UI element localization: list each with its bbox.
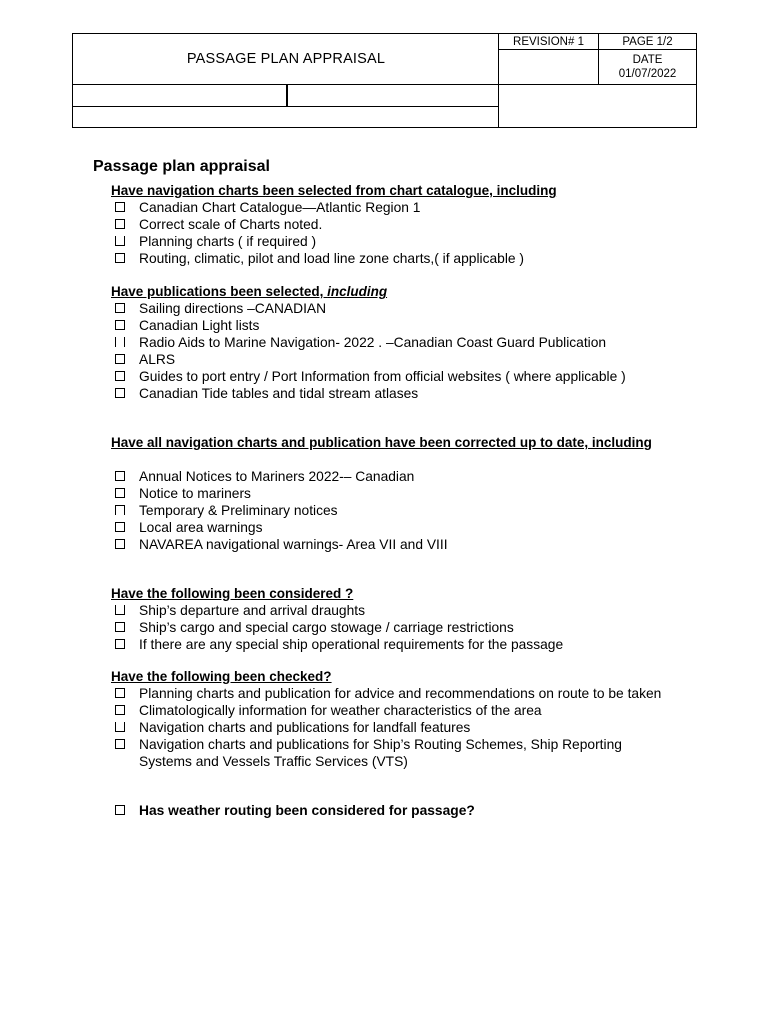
checklist-item: Local area warnings bbox=[111, 519, 676, 536]
checklist-item: Ship’s departure and arrival draughts bbox=[111, 602, 691, 619]
divider bbox=[73, 84, 697, 85]
checkbox[interactable] bbox=[115, 320, 125, 330]
checklist-item: Temporary & Preliminary notices bbox=[111, 502, 676, 519]
section-checked bbox=[111, 668, 671, 770]
date-label: DATE bbox=[632, 54, 663, 66]
checkbox[interactable] bbox=[115, 388, 125, 398]
checkbox[interactable] bbox=[115, 236, 125, 246]
checkbox[interactable] bbox=[115, 202, 125, 212]
checklist-item: Ship’s cargo and special cargo stowage / carriage restrictions bbox=[111, 619, 691, 636]
checkbox[interactable] bbox=[115, 337, 125, 347]
checkbox[interactable] bbox=[115, 253, 125, 263]
checklist-item: If there are any special ship operational requirements for the passage bbox=[111, 636, 691, 653]
section-publications bbox=[111, 283, 691, 402]
checklist-item: Has weather routing been considered for passage? bbox=[111, 802, 691, 819]
checklist-item: Canadian Tide tables and tidal stream atlases bbox=[111, 385, 691, 402]
checklist-item: Sailing directions –CANADIAN bbox=[111, 300, 691, 317]
checkbox[interactable] bbox=[115, 219, 125, 229]
checkbox[interactable] bbox=[115, 488, 125, 498]
section-title: Have navigation charts been selected from chart catalogue, including bbox=[111, 183, 557, 198]
checkbox[interactable] bbox=[115, 705, 125, 715]
checklist-item: Radio Aids to Marine Navigation- 2022 . –Canadian Coast Guard Publication bbox=[111, 334, 691, 351]
checkbox[interactable] bbox=[115, 739, 125, 749]
checklist-item: Climatologically information for weather characteristics of the area bbox=[111, 702, 671, 719]
checklist-item: Navigation charts and publications for Ship’s Routing Schemes, Ship Reporting Systems and Vessels Traffic Services (VTS) bbox=[111, 736, 671, 770]
checkbox[interactable] bbox=[115, 688, 125, 698]
divider bbox=[73, 106, 499, 107]
checklist-item: Canadian Chart Catalogue—Atlantic Region 1 bbox=[111, 199, 691, 216]
section-corrections bbox=[111, 434, 676, 553]
checkbox[interactable] bbox=[115, 505, 125, 515]
section-weather-routing bbox=[111, 802, 691, 819]
section-considered bbox=[111, 585, 691, 653]
checkbox[interactable] bbox=[115, 539, 125, 549]
section-title: Have all navigation charts and publication have been corrected up to date, including bbox=[111, 435, 652, 450]
checklist-item: Planning charts and publication for advice and recommendations on route to be taken bbox=[111, 685, 671, 702]
checkbox[interactable] bbox=[115, 722, 125, 732]
divider bbox=[498, 49, 697, 50]
checkbox[interactable] bbox=[115, 303, 125, 313]
document-header-table bbox=[72, 33, 697, 128]
checklist-item: Notice to mariners bbox=[111, 485, 676, 502]
checklist-item: Navigation charts and publications for landfall features bbox=[111, 719, 671, 736]
checkbox[interactable] bbox=[115, 522, 125, 532]
revision-label: REVISION# 1 bbox=[513, 36, 584, 48]
checklist-item: Guides to port entry / Port Information from official websites ( where applicable ) bbox=[111, 368, 691, 385]
checklist-item: Routing, climatic, pilot and load line zone charts,( if applicable ) bbox=[111, 250, 691, 267]
checkbox[interactable] bbox=[115, 354, 125, 364]
divider bbox=[286, 84, 288, 106]
section-title: Have the following been checked? bbox=[111, 669, 332, 684]
section-title: Have the following been considered ? bbox=[111, 586, 354, 601]
page-heading: Passage plan appraisal bbox=[93, 158, 270, 175]
checklist-item: Planning charts ( if required ) bbox=[111, 233, 691, 250]
checkbox[interactable] bbox=[115, 371, 125, 381]
checkbox[interactable] bbox=[115, 471, 125, 481]
checklist-item: ALRS bbox=[111, 351, 691, 368]
section-title: Have publications been selected, including bbox=[111, 284, 388, 299]
document-title: PASSAGE PLAN APPRAISAL bbox=[186, 51, 386, 67]
checklist-item: Correct scale of Charts noted. bbox=[111, 216, 691, 233]
checkbox[interactable] bbox=[115, 805, 125, 815]
date-value: 01/07/2022 bbox=[618, 68, 677, 80]
page-number: PAGE 1/2 bbox=[622, 36, 673, 48]
checklist-item: Annual Notices to Mariners 2022-– Canadian bbox=[111, 468, 676, 485]
checkbox[interactable] bbox=[115, 622, 125, 632]
checkbox[interactable] bbox=[115, 639, 125, 649]
checklist-item: NAVAREA navigational warnings- Area VII and VIII bbox=[111, 536, 676, 553]
checkbox[interactable] bbox=[115, 605, 125, 615]
checklist-item: Canadian Light lists bbox=[111, 317, 691, 334]
section-navigation-charts bbox=[111, 182, 691, 267]
